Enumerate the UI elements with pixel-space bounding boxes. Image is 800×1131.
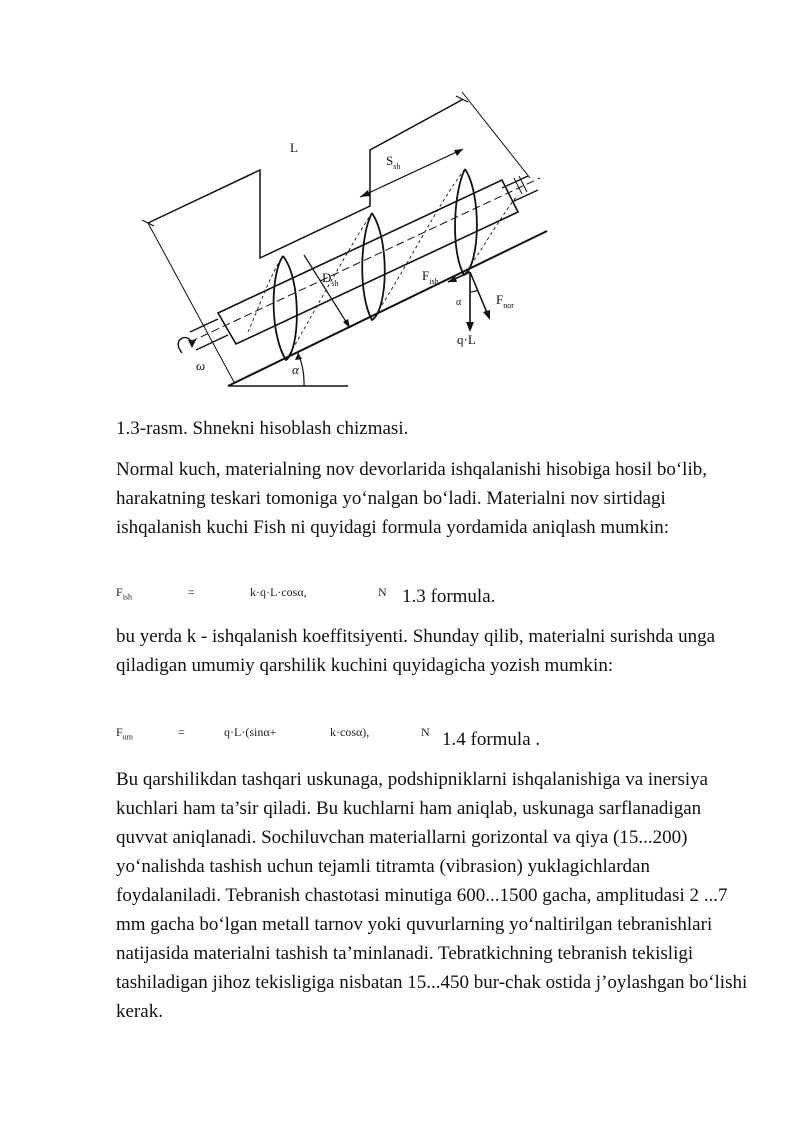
paragraph-normal-force: Normal kuch, materialning nov devorlarida ishqalanishi hisobiga hosil bo‘lib, harakatning teskari tomoniga yo‘nalgan bo‘ladi. Materialni nov sirtidagi ishqalanish kuchi Fish ni quyidagi formula yordamida aniqlash mumkin:	[116, 459, 707, 538]
L-extension-left	[148, 223, 234, 382]
paragraph-vibration-conveyors: Bu qarshilikdan tashqari uskunaga, podshipniklarni ishqalanishiga va inersiya kuchlari ham ta’sir qiladi. Bu kuchlarni ham aniqlab, uskunaga sarflanadigan quvvat aniqlanadi. Sochiluvchan materiallarni gorizontal va qiya (15...200) yo‘nalishda tashish uchun tejamli titramta (vibrasion) yuklagichlardan foydalaniladi. Tebranish chastotasi minutiga 600...1500 gacha, amplitudasi 2 ...7 mm gacha bo‘lgan metall tarnov yoki quvurlarning yo‘naltirilgan tebranishlari natijasida materialni tashish ta’minlanadi. Tebratkichning tebranish tekisligi tashiladigan jihoz tekisligiga nisbatan 15...450 bur-chak ostida j’oylashgan bo‘lishi kerak.	[116, 769, 748, 1022]
flight-1	[274, 256, 297, 360]
force-angle-label: α	[456, 297, 462, 308]
formula2-rhs-b: k·cosα),	[330, 725, 370, 739]
rotation-arrow	[188, 340, 196, 348]
formula1-lhs	[116, 585, 132, 601]
right-stub-bottom	[512, 190, 538, 202]
force-angle-arc	[470, 290, 478, 292]
figure-caption: 1.3-rasm. Shnekni hisoblash chizmasi.	[116, 418, 409, 439]
diameter-arrow	[343, 319, 350, 328]
hidden-2	[372, 169, 465, 320]
diameter-label: $D_{sh}$	[322, 270, 339, 288]
formula-1-3	[116, 584, 756, 614]
formula1-unit: N	[378, 585, 387, 599]
formula1-rhs: k·q·L·cosα,	[250, 585, 307, 599]
pitch-label: $S_{sh}$	[386, 153, 401, 171]
normal-force-arrow	[470, 272, 488, 315]
L-dimension-frame	[148, 102, 458, 258]
paragraph-friction-coefficient: bu yerda k - ishqalanish koeffitsiyenti. Shunday qilib, materialni surishda unga qiladigan umumiy qarshilik kuchini quyidagicha yozish mumkin:	[116, 626, 716, 676]
omega-label: ω	[196, 358, 206, 373]
formula2-unit: N	[421, 725, 430, 739]
L-label: L	[290, 140, 298, 155]
flight-3	[455, 169, 477, 275]
formula2-lhs-sub: um	[122, 732, 133, 742]
rotation-arc	[178, 338, 192, 353]
trough-base-line	[228, 231, 547, 386]
formula-1-4	[116, 724, 756, 754]
screw-conveyor-diagram	[110, 70, 570, 400]
normal-force-head	[483, 310, 490, 320]
formula1-equals: =	[188, 585, 195, 599]
hidden-3	[464, 195, 518, 275]
pitch-dimension-line	[360, 149, 463, 197]
weight-arrow-head	[466, 322, 474, 332]
formula2-equals: =	[178, 725, 185, 739]
weight-label: q·L	[457, 332, 476, 347]
formula1-label: 1.3 formula.	[402, 586, 496, 607]
formula2-label: 1.4 formula .	[442, 729, 541, 750]
friction-force-label: $F_{ish}$	[422, 268, 439, 286]
alpha-label: α	[292, 362, 299, 377]
flight-2	[362, 213, 385, 320]
formula2-rhs-a: q·L·(sinα+	[224, 725, 277, 739]
L-extension-right	[462, 92, 530, 178]
screw-flights	[274, 169, 477, 360]
pitch-arrow-left	[360, 190, 370, 197]
formula2-lhs	[116, 725, 133, 741]
pitch-arrow-right	[454, 149, 463, 156]
normal-force-label: $F_{nor}$	[496, 292, 514, 310]
left-stub-bottom	[196, 335, 228, 350]
formula2-lhs-main: F	[116, 725, 123, 739]
formula1-lhs-sub: ish	[122, 592, 133, 602]
diagram-svg	[110, 70, 570, 400]
formula1-lhs-main: F	[116, 585, 123, 599]
angle-arc-arrow	[295, 353, 302, 360]
